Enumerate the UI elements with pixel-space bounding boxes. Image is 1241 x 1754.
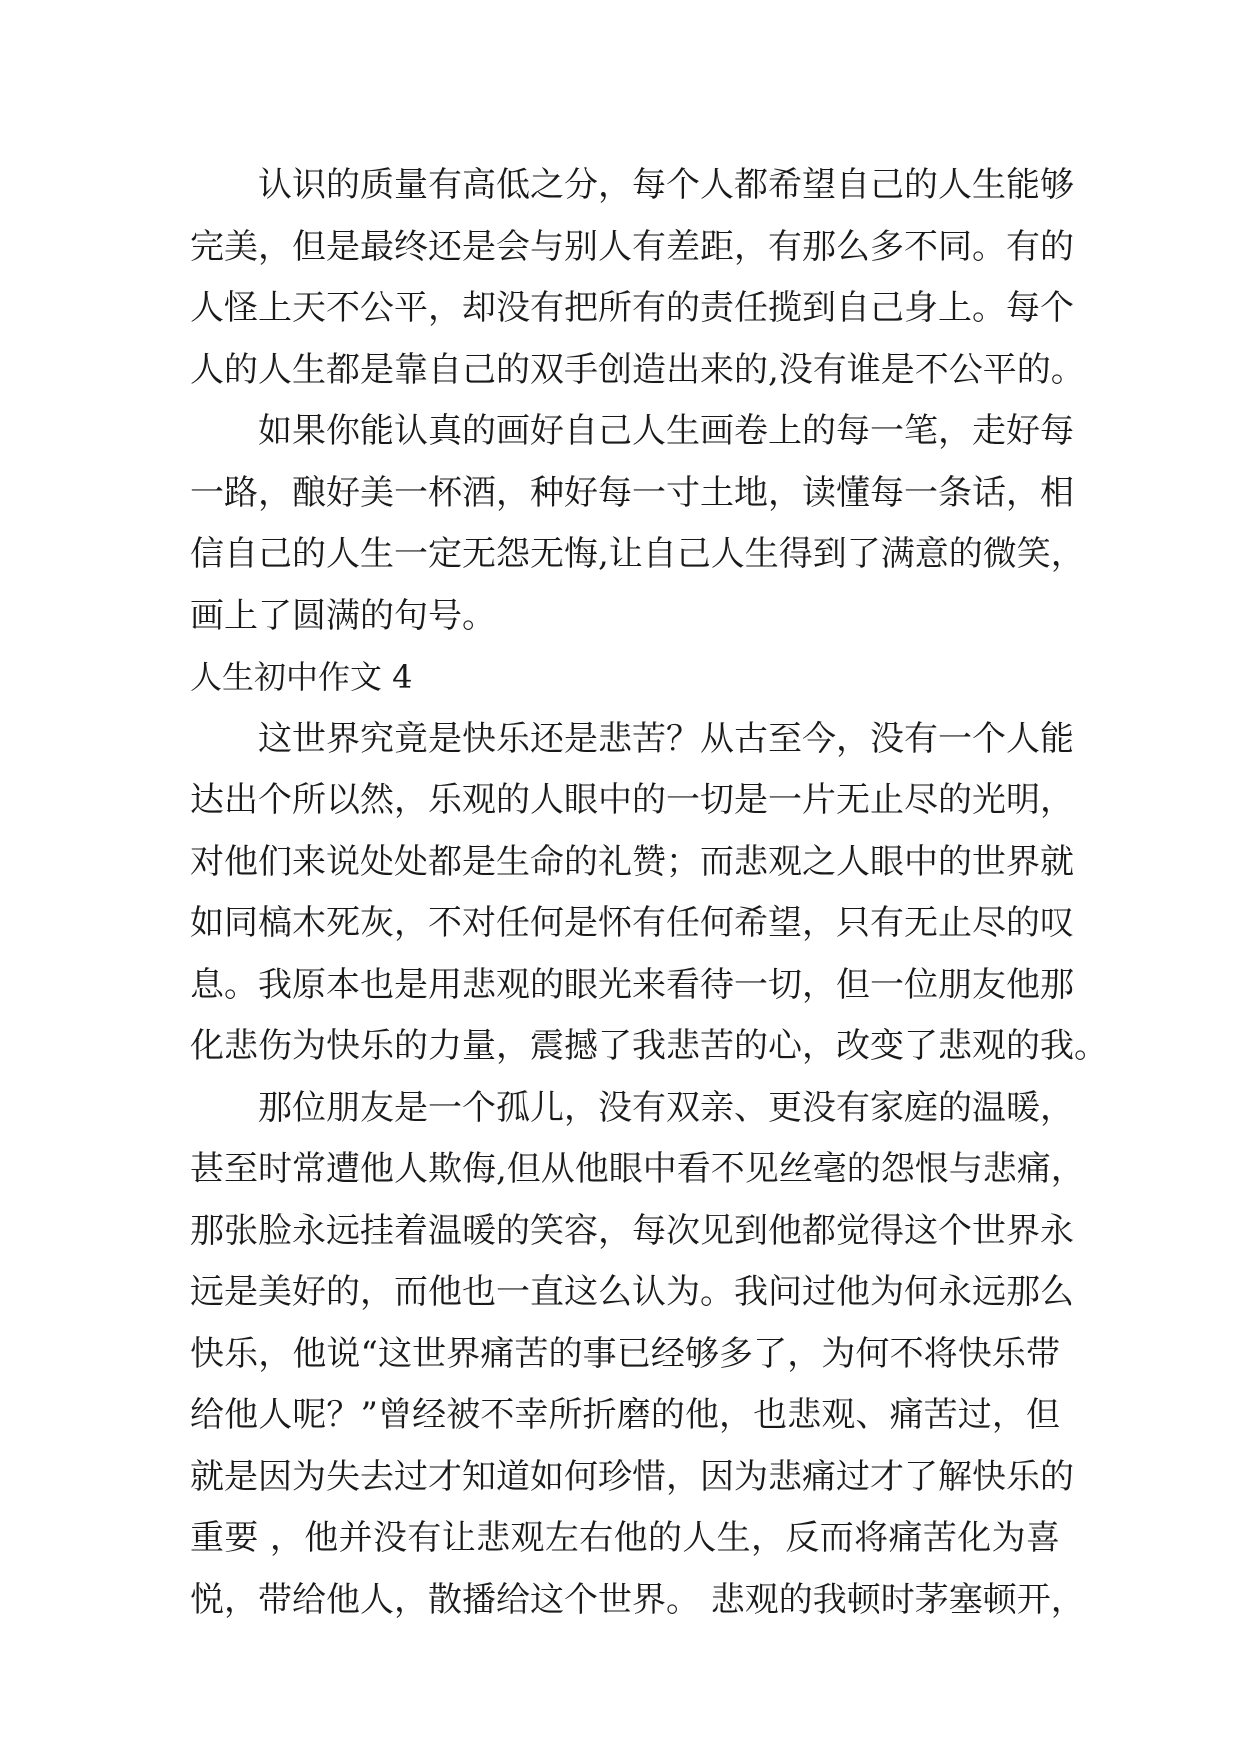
text-line: 息。我原本也是用悲观的眼光来看待一切，但一位朋友他那 (190, 964, 1074, 1005)
text-line: 人的人生都是靠自己的双手创造出来的,没有谁是不公平的。 (190, 349, 1085, 390)
text-line: 达出个所以然，乐观的人眼中的一切是一片无止尽的光明， (190, 780, 1074, 820)
text-line: 人怪上天不公平，却没有把所有的责任揽到自己身上。每个 (190, 288, 1074, 328)
text-line: 悦，带给他人，散播给这个世界。 悲观的我顿时茅塞顿开， (190, 1579, 1085, 1620)
text-line: 快乐，他说“这世界痛苦的事已经够多了，为何不将快乐带 (190, 1333, 1060, 1374)
text-line: 重要 ，他并没有让悲观左右他的人生，反而将痛苦化为喜 (190, 1518, 1060, 1558)
text-line: 一路，酿好美一杯酒，种好每一寸土地，读懂每一条话，相 (190, 472, 1074, 513)
text-line: 如果你能认真的画好自己人生画卷上的每一笔，走好每 (258, 411, 1074, 451)
paragraph (190, 709, 1108, 1078)
text-line: 就是因为失去过才知道如何珍惜，因为悲痛过才了解快乐的 (190, 1456, 1074, 1497)
text-line: 完美，但是最终还是会与别人有差距，有那么多不同。有的 (190, 226, 1074, 267)
text-line: 画上了圆满的句号。 (190, 595, 496, 636)
text-line: 信自己的人生一定无怨无悔,让自己人生得到了满意的微笑， (190, 534, 1085, 574)
text-line: 甚至时常遭他人欺侮,但从他眼中看不见丝毫的怨恨与悲痛， (190, 1149, 1085, 1189)
text-line: 化悲伤为快乐的力量，震撼了我悲苦的心，改变了悲观的我。 (190, 1026, 1108, 1066)
text-line: 对他们来说处处都是生命的礼赞；而悲观之人眼中的世界就 (190, 841, 1074, 882)
text-line: 那位朋友是一个孤儿，没有双亲、更没有家庭的温暖， (258, 1087, 1074, 1128)
paragraph (190, 155, 1085, 401)
text-line: 给他人呢？”曾经被不幸所折磨的他，也悲观、痛苦过，但 (190, 1395, 1060, 1435)
paragraph (190, 401, 1085, 647)
section-heading: 人生初中作文 4 (190, 658, 413, 696)
text-line: 认识的质量有高低之分，每个人都希望自己的人生能够 (258, 165, 1074, 205)
text-line: 这世界究竟是快乐还是悲苦？从古至今，没有一个人能 (258, 718, 1074, 759)
text-line: 那张脸永远挂着温暖的笑容，每次见到他都觉得这个世界永 (190, 1210, 1074, 1251)
paragraph (190, 1078, 1085, 1632)
text-line: 如同槁木死灰，不对任何是怀有任何希望，只有无止尽的叹 (190, 903, 1074, 943)
document-body (190, 155, 1108, 1631)
text-line: 远是美好的，而他也一直这么认为。我问过他为何永远那么 (190, 1272, 1074, 1312)
